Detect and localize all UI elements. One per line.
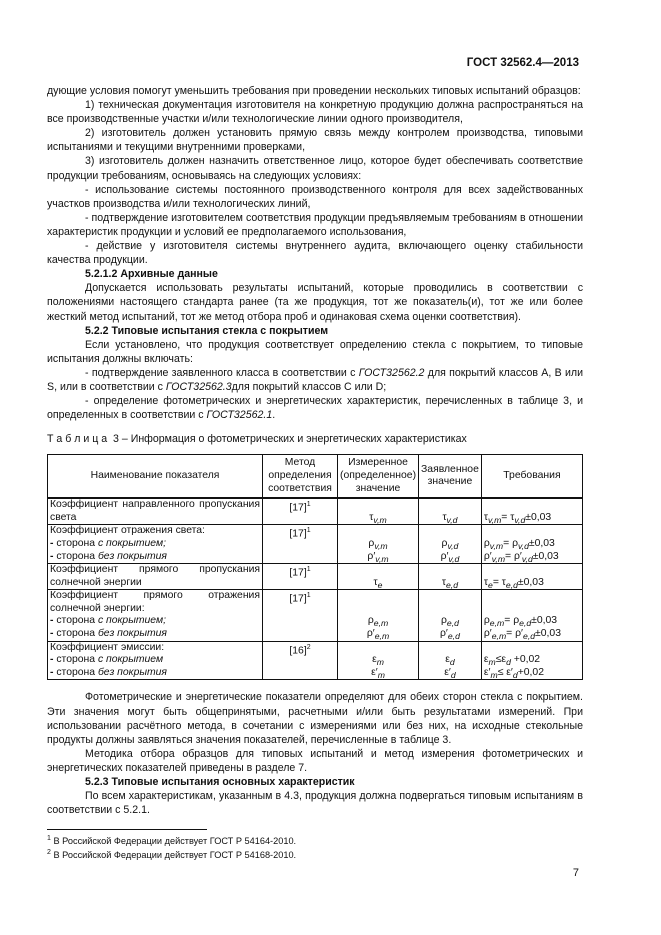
cell-value: $\rho'_{e,d}$ — [440, 628, 460, 642]
cell-measured — [338, 641, 419, 680]
paragraph: - действие у изготовителя системы внутреннего аудита, включающего оценку стабильности качества продукции. — [47, 240, 583, 267]
cell-value: $\varepsilon'_m$ — [371, 666, 385, 680]
cell-value: $\rho'_{e,m}= \rho'_{e,d}\pm 0,03$ — [483, 628, 561, 642]
cell-value — [484, 590, 580, 603]
cell-value — [340, 642, 416, 655]
cell-method: $[17]^1$ — [263, 525, 338, 564]
paragraph: 1) техническая документация изготовителя на конкретную продукцию должна распространяться на все производственные участки и/или технологические линии одного производителя, — [47, 99, 583, 126]
cell-line: - сторона без покрытия — [50, 666, 167, 678]
table-row — [48, 498, 583, 525]
cell-line: - сторона с покрытием — [50, 654, 164, 666]
list-item: - подтверждение заявленного класса в соответствии с ГОСТ32562.2 для покрытий классов A, B или S, или в соответствии с ГОСТ32562.3для покрытий классов C или D; — [47, 366, 583, 393]
cell-requirement — [481, 590, 582, 641]
table-row — [48, 590, 583, 641]
cell-value — [421, 525, 479, 538]
cell-line: - сторона с покрытием; — [50, 537, 166, 549]
cell-value: $\rho'_{v,d}$ — [440, 550, 460, 564]
cell-value: $\rho_{e,m}= \rho_{e,d}\pm 0,03$ — [483, 615, 558, 629]
cell-value: $\varepsilon'_d$ — [444, 666, 456, 680]
cell-parameter-name — [48, 590, 263, 641]
cell-value — [340, 603, 416, 616]
cell-value: $\rho_{v,m}$ — [368, 537, 388, 551]
footnote: $^2$ В Российской Федерации действует ГОСТ Р 54168-2010. — [47, 849, 297, 861]
cell-value — [484, 642, 580, 655]
cell-declared — [419, 590, 482, 641]
cell-value: $\rho_{e,m}$ — [367, 615, 389, 629]
cell-value — [421, 590, 479, 603]
column-header: Наименование показателя — [48, 455, 263, 498]
column-header: Заявленное значение — [419, 455, 482, 498]
cell-line: Коэффициент прямого отражения солнечной энергии: — [50, 590, 260, 614]
cell-declared — [419, 641, 482, 680]
cell-value: $\rho_{e,d}$ — [440, 615, 459, 629]
cell-value: $\tau_{e,d}$ — [441, 576, 459, 590]
cell-method: $[17]^1$ — [263, 590, 338, 641]
paragraph: - подтверждение изготовителем соответствия продукции предъявляемым требованиям в отношении характеристик продукции и условий ее предполагаемого использования, — [47, 211, 583, 238]
cell-value — [484, 564, 580, 577]
table-caption: Т а б л и ц а 3 – Информация о фотометрических и энергетических характеристиках — [47, 433, 467, 446]
cell-line: Коэффициент прямого пропускания солнечной энергии — [50, 564, 260, 588]
cell-declared — [419, 564, 482, 590]
cell-parameter-name — [48, 641, 263, 680]
section-heading: 5.2.1.2 Архивные данные — [85, 268, 218, 281]
cell-value — [421, 642, 479, 655]
cell-method: $[16]^2$ — [263, 641, 338, 680]
footnote: $^1$ В Российской Федерации действует ГОСТ Р 54164-2010. — [47, 835, 297, 847]
cell-requirement — [481, 564, 582, 590]
cell-measured — [338, 498, 419, 525]
cell-value: $\rho_{v,d}$ — [441, 537, 459, 551]
document-header: ГОСТ 32562.4—2013 — [466, 57, 579, 69]
top-paragraphs — [47, 84, 583, 366]
cell-value: $\tau_{v,m}= \tau_{v,d}\pm 0,03$ — [483, 511, 552, 525]
list-item: - определение фотометрических и энергетических характеристик, перечисленных в таблице 3, и определенных в соответствии с ГОСТ32562.1. — [47, 395, 583, 422]
cell-method: $[17]^1$ — [263, 564, 338, 590]
cell-requirement — [481, 498, 582, 525]
standard-reference: ГОСТ32562.2 — [358, 366, 425, 379]
cell-value — [340, 564, 416, 577]
column-header: Метод определения соответствия — [263, 455, 338, 498]
cell-declared — [419, 498, 482, 525]
cell-line: - сторона без покрытия — [50, 628, 167, 640]
column-header: Измеренное (определенное) значение — [338, 455, 419, 498]
cell-value — [484, 525, 580, 538]
cell-value — [340, 499, 416, 512]
cell-value: $\rho'_{v,m}= \rho'_{v,d}\pm 0,03$ — [483, 550, 559, 564]
cell-value — [484, 603, 580, 616]
table-header-row — [48, 455, 583, 498]
cell-line: Коэффициент отражения света: — [50, 525, 205, 537]
cell-value: $\tau_e= \tau_{e,d}\pm 0,03$ — [483, 576, 544, 590]
cell-value: $\rho'_{e,m}$ — [366, 628, 390, 642]
cell-measured — [338, 564, 419, 590]
paragraph: Допускается использовать результаты испытаний, которые проводились в соответствии с положениями настоящего стандарта ранее (та же продукция, тот же показатель(и), тот же или более жесткий метод испытаний, тот же метод отбора проб и одинаковая схема оценки соответствия). — [47, 282, 583, 323]
cell-value: $\varepsilon_m\le\varepsilon_d +0,02$ — [483, 654, 541, 668]
cell-measured — [338, 525, 419, 564]
column-header: Требования — [481, 455, 582, 498]
paragraph: 3) изготовитель должен назначить ответственное лицо, которое будет обеспечивать соответствие продукции требованиям, основываясь на следующих условиях: — [47, 155, 583, 182]
paragraph: Фотометрические и энергетические показатели определяют для обеих сторон стекла с покрытием. Эти значения могут быть общепринятыми, расчетными и/или быть результатами измерений. При использовании расчётного метода, в сочетании с измерениями или без них, на исходные стекольные продукты должны заявляться значения показателей, перечисленные в таблице 3. — [47, 691, 583, 746]
cell-value: $\tau_{v,m}$ — [369, 511, 387, 525]
cell-method: $[17]^1$ — [263, 498, 338, 525]
cell-value: $\rho'_{v,m}$ — [367, 550, 389, 564]
cell-value: $\varepsilon'_m\le \varepsilon'_d+0,02$ — [483, 666, 544, 680]
cell-parameter-name — [48, 498, 263, 525]
table-row — [48, 564, 583, 590]
section-heading: 5.2.2 Типовые испытания стекла с покрытием — [85, 324, 329, 337]
section-heading: 5.2.3 Типовые испытания основных характеристик — [85, 776, 355, 788]
cell-value: $\tau_{v,d}$ — [442, 511, 458, 525]
cell-value: $\tau_e$ — [373, 576, 383, 590]
footnote-separator — [47, 829, 207, 830]
cell-declared — [419, 525, 482, 564]
document-body — [47, 84, 583, 817]
cell-value — [421, 499, 479, 512]
paragraph: дующие условия помогут уменьшить требования при проведении нескольких типовых испытаний образцов: — [47, 85, 581, 97]
cell-requirement — [481, 641, 582, 680]
characteristics-table — [47, 454, 583, 680]
standard-reference: ГОСТ32562.3 — [165, 380, 232, 393]
cell-value — [421, 564, 479, 577]
cell-value — [484, 499, 580, 512]
cell-line: - сторона с покрытием; — [50, 615, 166, 627]
standard-reference: ГОСТ32562.1 — [206, 409, 273, 422]
cell-value: $\rho_{v,m}= \rho_{v,d}\pm 0,03$ — [483, 537, 555, 551]
paragraph: - использование системы постоянного производственного контроля для всех задействованных участков производства и/или технологических линий, — [47, 183, 583, 210]
cell-value: $\varepsilon_m$ — [372, 654, 384, 668]
cell-measured — [338, 590, 419, 641]
cell-value — [421, 603, 479, 616]
cell-line: Коэффициент направленного пропускания света — [50, 499, 260, 523]
cell-line: Коэффициент эмиссии: — [50, 641, 165, 653]
cell-value: $\varepsilon_d$ — [445, 654, 455, 668]
cell-line: - сторона без покрытия — [50, 550, 167, 562]
paragraph: Методика отбора образцов для типовых испытаний и метод измерения фотометрических и энергетических показателей приведены в разделе 7. — [47, 747, 583, 774]
bottom-paragraphs — [47, 690, 583, 817]
cell-parameter-name — [48, 525, 263, 564]
paragraph: Если установлено, что продукция соответствует определению стекла с покрытием, то типовые испытания должны включать: — [47, 338, 583, 365]
cell-requirement — [481, 525, 582, 564]
cell-value — [340, 525, 416, 538]
paragraph: По всем характеристикам, указанным в 4.3, продукция должна подвергаться типовым испытаниям в соответствии с 5.2.1. — [47, 790, 583, 817]
table-row — [48, 641, 583, 680]
cell-parameter-name — [48, 564, 263, 590]
page-number: 7 — [572, 867, 579, 879]
paragraph: 2) изготовитель должен установить прямую связь между контролем производства, типовыми испытаниями и текущими внутренними проверками, — [47, 127, 583, 154]
table-row — [48, 525, 583, 564]
cell-value — [340, 590, 416, 603]
